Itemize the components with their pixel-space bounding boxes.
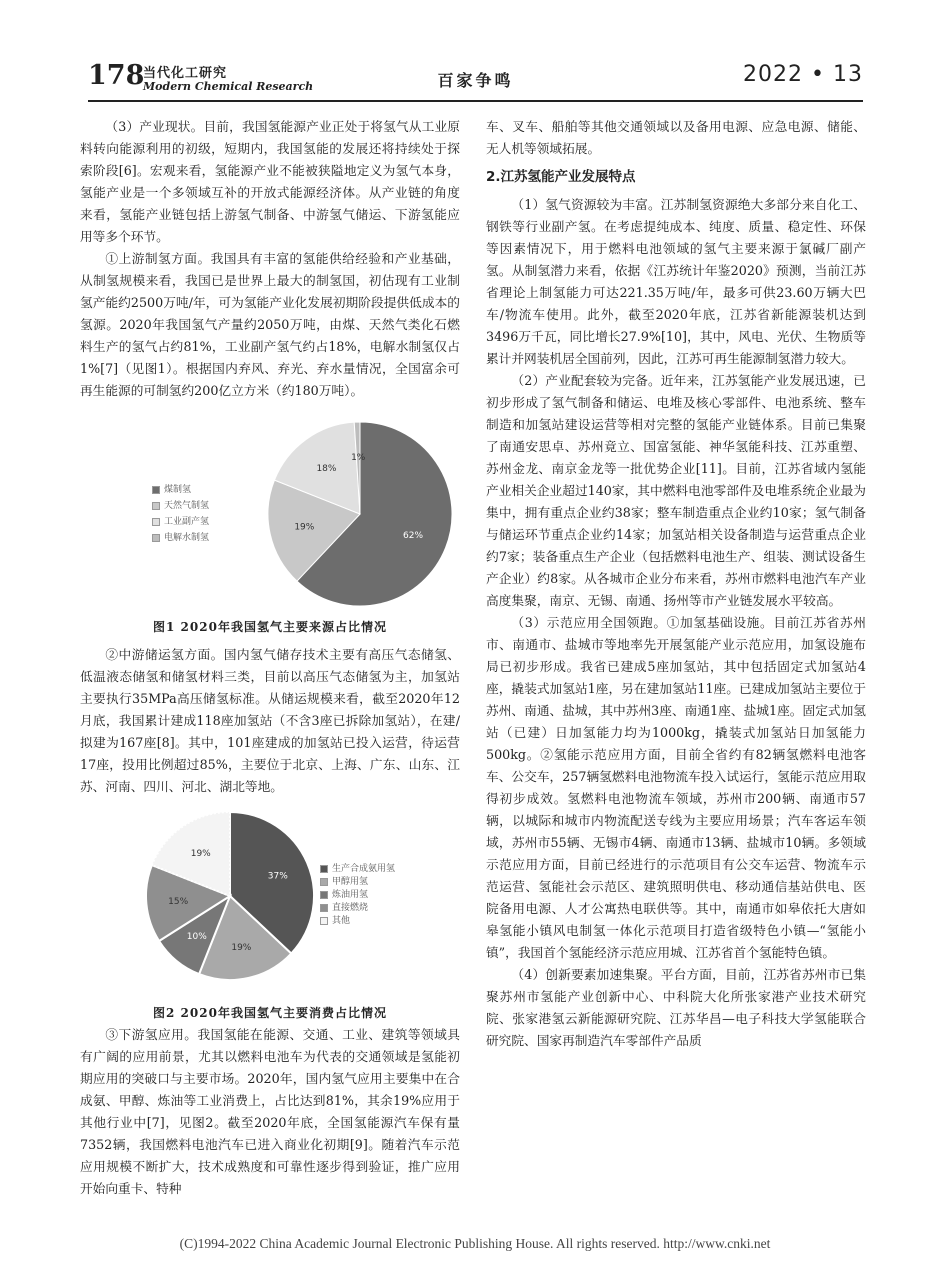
right-column	[486, 116, 866, 1052]
section-title: 百家争鸣	[437, 71, 514, 90]
paragraph: ①上游制氢方面。我国具有丰富的氢能供给经验和产业基础，从制氢规模来看，我国已是世界上最大的制氢国，初估现有工业制氢产能约2500万吨/年，可为氢能产业化发展初期阶段提供低成本的氢源。2020年我国氢气产量约2050万吨，由煤、天然气类化石燃料生产的氢气占约81%，工业副产氢气约占18%，电解水制氢仅占1%[7]（见图1）。根据国内弃风、弃光、弃水量情况，全国富余可再生能源的可制氢约200亿立方米（约180万吨）。	[80, 251, 460, 398]
figure-1	[80, 402, 460, 644]
journal-title-en: Modern Chemical Research	[143, 80, 314, 93]
journal-title-cn: 当代化工研究	[143, 66, 228, 81]
legend-item: 工业副产氢	[152, 514, 209, 530]
legend-swatch	[320, 917, 328, 925]
legend-item: 甲醇用氢	[320, 875, 395, 888]
paragraph: （2）产业配套较为完备。近年来，江苏氢能产业发展迅速，已初步形成了氢气制备和储运、电堆及核心零部件、电池系统、整车制造和加氢站建设运营等相对完整的氢能产业链体系。目前已集聚了南通安思卓、苏州竟立、国富氢能、神华氢能科技、江苏重塑、苏州金龙、南京金龙等一批优势企业[11]。目前，江苏省域内氢能产业相关企业超过140家，其中燃料电池零部件及电堆系统企业最为集中，拥有重点企业约38家；整车制造重点企业约10家；氢气制备与储运环节重点企业约14家；加氢站相关设备制造与运营重点企业约7家；装备重点生产企业（包括燃料电池生产、组装、测试设备生产企业）约8家。从各城市企业分布来看，苏州市燃料电池汽车产业高度集聚，南京、无锡、南通、扬州等市产业链发展水平较高。	[486, 373, 866, 608]
figure-caption: 图1 2020年我国氢气主要来源占比情况	[153, 620, 387, 634]
paragraph: （4）创新要素加速集聚。平台方面，目前，江苏省苏州市已集聚苏州市氢能产业创新中心、中科院大化所张家港产业技术研究院、张家港氢云新能源研究院、江苏华昌—电子科技大学氢能联合研究院、国家再制造汽车零部件产品质	[486, 967, 866, 1048]
legend-swatch	[320, 891, 328, 899]
legend-swatch	[320, 878, 328, 886]
pie-label-3: 10%	[186, 932, 207, 943]
left-column	[80, 116, 460, 1200]
legend-swatch	[320, 865, 328, 873]
legend-item: 直接燃烧	[320, 901, 395, 914]
legend-item: 其他	[320, 914, 395, 927]
legend-item: 炼油用氢	[320, 888, 395, 901]
paragraph: 车、叉车、船舶等其他交通领域以及备用电源、应急电源、储能、无人机等领域拓展。	[486, 119, 866, 156]
fig2-legend	[320, 862, 395, 927]
legend-item: 煤制氢	[152, 482, 209, 498]
header-rule	[88, 100, 863, 102]
paragraph: ③下游氢应用。我国氢能在能源、交通、工业、建筑等领域具有广阔的应用前景，尤其以燃料电池车为代表的交通领域是氢能初期应用的突破口与主要市场。2020年，国内氢气应用主要集中在合成氨、甲醇、炼油等工业消费上，占比达到81%，其余19%应用于其他行业中[7]，见图2。截至2020年底，全国氢能源汽车保有量7352辆，我国燃料电池汽车已进入商业化初期[9]。随着汽车示范应用规模不断扩大，技术成熟度和可靠性逐步得到验证，推广应用开始向重卡、特种	[80, 1027, 460, 1196]
pie-label-1: 37%	[267, 871, 288, 882]
paragraph: ②中游储运氢方面。国内氢气储存技术主要有高压气态储氢、低温液态储氢和储氢材料三类，目前以高压气态储氢为主，加氢站主要执行35MPa高压储氢标准。从储运规模来看，截至2020年12月底，我国累计建成118座加氢站（不含3座已拆除加氢站），在建/拟建为167座[8]。其中，101座建成的加氢站已投入运营，待运营17座，投用比例超过85%，主要位于北京、上海、广东、山东、江苏、河南、四川、河北、湖北等地。	[80, 647, 460, 794]
pie-label-2: 19%	[294, 522, 315, 533]
page-number: 178	[88, 60, 145, 91]
legend-item: 电解水制氢	[152, 530, 209, 546]
legend-item: 生产合成氨用氢	[320, 862, 395, 875]
legend-swatch	[320, 904, 328, 912]
copyright-footer: (C)1994-2022 China Academic Journal Electronic Publishing House. All rights reserved. http://www.cnki.net	[179, 1236, 771, 1251]
pie-label-4: 1%	[351, 452, 366, 463]
figure-caption: 图2 2020年我国氢气主要消费占比情况	[153, 1006, 387, 1020]
fig2-pie-chart	[80, 806, 460, 992]
paragraph: （3）产业现状。目前，我国氢能源产业正处于将氢气从工业原料转向能源利用的初级，短期内，我国氢能的发展还将持续处于探索阶段[6]。宏观来看，氢能源产业不能被狭隘地定义为氢气本身，氢能产业是一个多领域互补的开放式能源经济体。从产业链的角度来看，氢能产业链包括上游氢气制备、中游氢气储运、下游氢能应用等多个环节。	[80, 119, 460, 244]
legend-item: 天然气制氢	[152, 498, 209, 514]
pie-label-3: 18%	[316, 463, 337, 474]
pie-label-1: 62%	[403, 530, 424, 541]
paragraph: （3）示范应用全国领跑。①加氢基础设施。目前江苏省苏州市、南通市、盐城市等地率先开展氢能产业示范应用，加氢设施布局已初步形成。我省已建成5座加氢站，其中包括固定式加氢站4座，撬装式加氢站1座，另在建加氢站11座。已建成加氢站主要位于苏州、南通、盐城，其中苏州3座、南通1座、盐城1座。固定式加氢站（已建）日加氢能力均为1000kg，撬装式加氢站日加氢能力500kg。②氢能示范应用方面，目前全省约有82辆氢燃料电池客车、公交车，257辆氢燃料电池物流车投入试运行，氢能示范应用取得初步成效。氢燃料电池物流车领域，苏州市200辆、南通市57辆，以城际和城市内物流配送专线为主要应用场景；汽车客运车领域，苏州市55辆、无锡市4辆、南通市13辆、盐城市10辆。多领域示范应用方面，目前已经进行的示范项目有公交车运营、物流车示范运营、氢能社会示范区、建筑照明供电、移动通信基站供电、医院备用电源、人才公寓热电联供等。其中，南通市如皋依托大唐如皋氢能小镇风电制氢一体化示范项目打造省级特色小镇—“氢能小镇”，我国首个氢能经济示范应用城、江苏省首个氢能特色镇。	[486, 615, 866, 960]
figure-2	[80, 806, 460, 1024]
paragraph: （1）氢气资源较为丰富。江苏制氢资源绝大多部分来自化工、钢铁等行业副产氢。在考虑提纯成本、纯度、质量、稳定性、环保等因素情况下，用于燃料电池领域的氢气主要来源于氯碱厂副产氢。从制氢潜力来看，依据《江苏统计年鉴2020》预测，当前江苏省理论上制氢能力可达221.35万吨/年，最多可供23.60万辆大巴车/物流车使用。此外，截至2020年底，江苏省新能源装机达到3496万千瓦，同比增长27.9%[10]，其中，风电、光伏、生物质等累计并网装机居全国前列，因此，江苏可再生能源制氢潜力较大。	[486, 197, 866, 366]
fig1-pie-chart	[80, 402, 460, 612]
pie-label-5: 19%	[190, 848, 211, 859]
page-header	[88, 60, 863, 100]
pie-label-2: 19%	[231, 942, 252, 953]
issue-number: 2022 • 13	[743, 62, 863, 87]
section-heading: 2.江苏氢能产业发展特点	[486, 169, 636, 185]
pie-label-4: 15%	[168, 896, 189, 907]
